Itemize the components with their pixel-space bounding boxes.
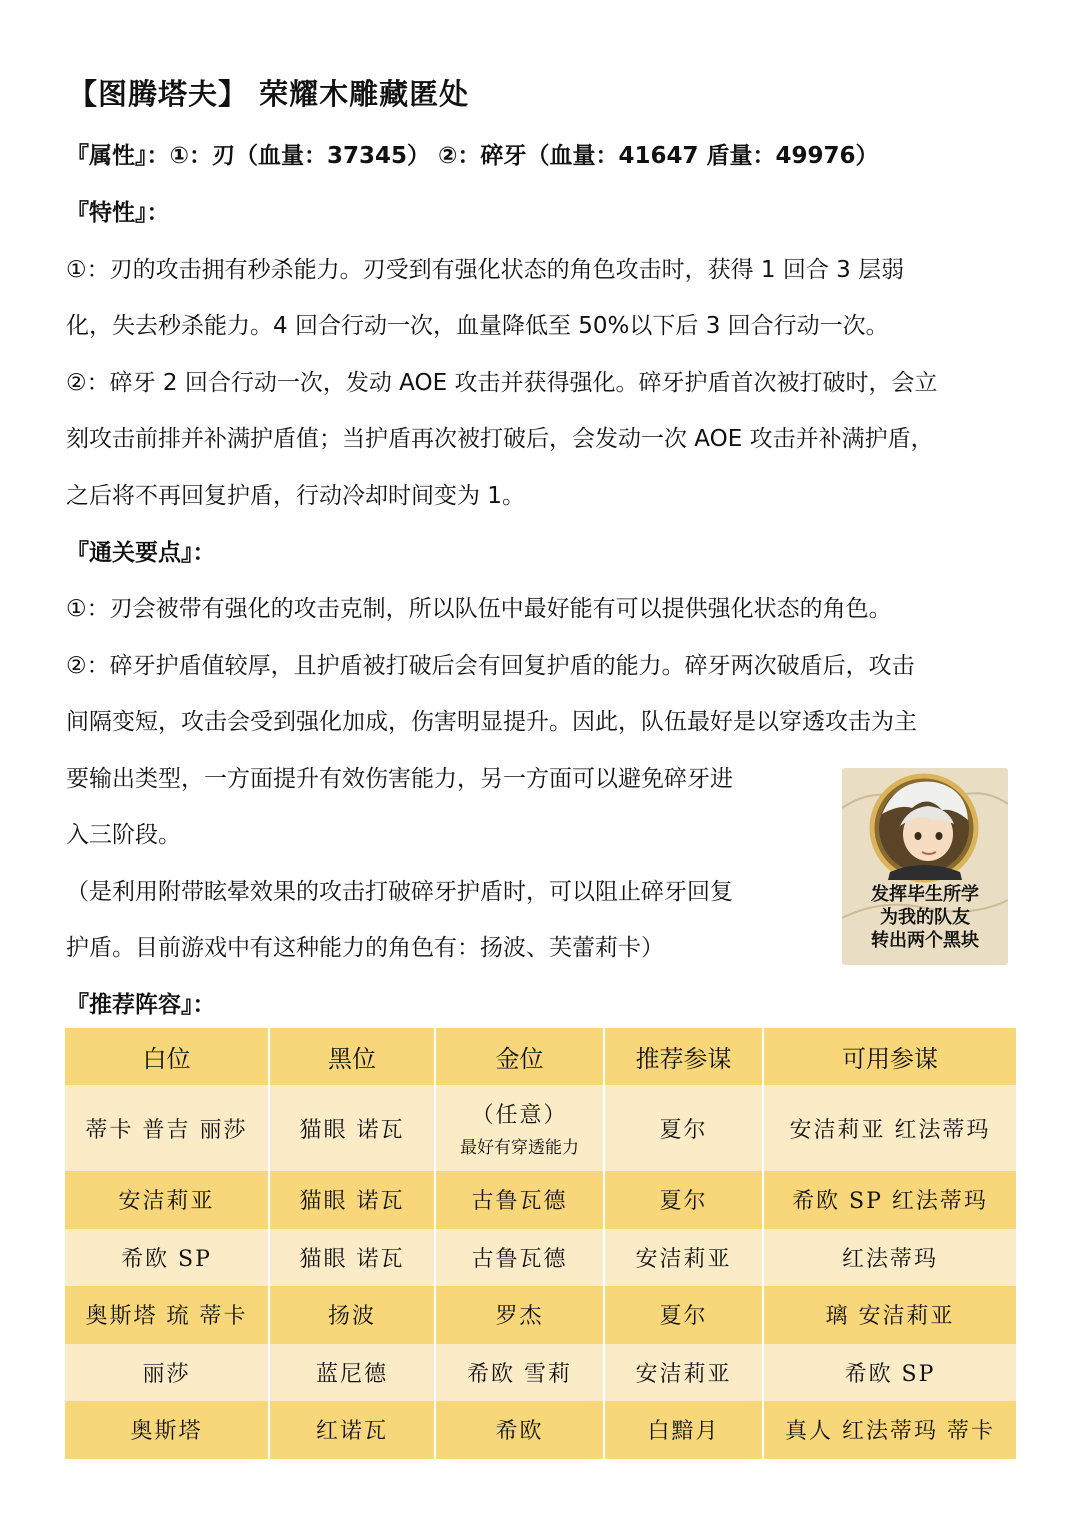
cell-main-text: （任意） [471,1103,568,1128]
portrait-caption-line: 转出两个黑块 [871,930,979,951]
table-cell: 奥斯塔 琉 蒂卡 [65,1286,269,1344]
table-cell [435,1085,604,1171]
cell-note: 最好有穿透能力 [460,1138,579,1158]
tips-line: 入三阶段。 [66,822,181,848]
traits-line: ①：刃的攻击拥有秒杀能力。刃受到有强化状态的角色攻击时，获得 1 回合 3 层弱 [66,257,905,283]
table-cell: 蓝尼德 [269,1344,435,1402]
character-portrait [842,768,1008,965]
tips-line: （是利用附带眩晕效果的攻击打破碎牙护盾时，可以阻止碎牙回复 [66,879,733,905]
header-gold-slot: 金位 [435,1028,604,1085]
table-cell: 希欧 [435,1401,604,1459]
table-cell: 丽莎 [65,1344,269,1402]
table-header-row [65,1028,1016,1085]
traits-line: ②：碎牙 2 回合行动一次，发动 AOE 攻击并获得强化。碎牙护盾首次被打破时，会立 [66,370,938,396]
table-cell: 希欧 SP [65,1229,269,1287]
table-cell: 夏尔 [604,1286,763,1344]
header-white-slot: 白位 [65,1028,269,1085]
table-cell: 安洁莉亚 [604,1344,763,1402]
tips-line: 护盾。目前游戏中有这种能力的角色有：扬波、芙蕾莉卡） [66,935,664,961]
table-cell: 红诺瓦 [269,1401,435,1459]
traits-line: 化，失去秒杀能力。4 回合行动一次，血量降低至 50%以下后 3 回合行动一次。 [66,313,889,339]
table-cell: 古鲁瓦德 [435,1171,604,1229]
table-row [65,1171,1016,1229]
table-cell: 蒂卡 普吉 丽莎 [65,1085,269,1171]
table-cell: 希欧 雪莉 [435,1344,604,1402]
table-cell: 夏尔 [604,1171,763,1229]
header-available-advisor: 可用参谋 [763,1028,1016,1085]
table-row [65,1401,1016,1459]
table-cell: 希欧 SP 红法蒂玛 [763,1171,1016,1229]
table-cell: 猫眼 诺瓦 [269,1229,435,1287]
table-cell: 璃 安洁莉亚 [763,1286,1016,1344]
table-cell: 夏尔 [604,1085,763,1171]
table-cell: 猫眼 诺瓦 [269,1085,435,1171]
table-row [65,1229,1016,1287]
lineup-table [65,1028,1016,1459]
table-row [65,1344,1016,1402]
table-cell: 猫眼 诺瓦 [269,1171,435,1229]
table-cell: 真人 红法蒂玛 蒂卡 [763,1401,1016,1459]
page-title: 【图腾塔夫】 荣耀木雕藏匿处 [68,77,470,111]
table-cell: 安洁莉亚 红法蒂玛 [763,1085,1016,1171]
traits-line: 刻攻击前排并补满护盾值；当护盾再次被打破后，会发动一次 AOE 攻击并补满护盾， [66,426,934,452]
table-row [65,1085,1016,1171]
table-cell: 白黯月 [604,1401,763,1459]
tips-line: 要输出类型，一方面提升有效伤害能力，另一方面可以避免碎牙进 [66,766,733,792]
table-cell: 希欧 SP [763,1344,1016,1402]
tips-line: ②：碎牙护盾值较厚，且护盾被打破后会有回复护盾的能力。碎牙两次破盾后，攻击 [66,653,915,679]
traits-heading: 『特性』： [66,200,170,226]
table-cell: 罗杰 [435,1286,604,1344]
traits-line: 之后将不再回复护盾，行动冷却时间变为 1。 [66,483,525,509]
header-recommended-advisor: 推荐参谋 [604,1028,763,1085]
table-cell: 安洁莉亚 [604,1229,763,1287]
table-cell: 古鲁瓦德 [435,1229,604,1287]
table-cell: 奥斯塔 [65,1401,269,1459]
attributes-line: 『属性』：①：刃（血量：37345） ②：碎牙（血量：41647 盾量：49976） [66,143,879,169]
tips-heading: 『通关要点』： [66,540,216,566]
portrait-caption-line: 为我的队友 [880,907,970,928]
table-cell: 扬波 [269,1286,435,1344]
table-cell: 红法蒂玛 [763,1229,1016,1287]
table-row [65,1286,1016,1344]
lineup-heading: 『推荐阵容』： [66,992,216,1018]
portrait-caption-line: 发挥毕生所学 [871,884,979,905]
tips-line: 间隔变短，攻击会受到强化加成，伤害明显提升。因此，队伍最好是以穿透攻击为主 [66,709,917,735]
table-cell: 安洁莉亚 [65,1171,269,1229]
header-black-slot: 黑位 [269,1028,435,1085]
tips-line: ①：刃会被带有强化的攻击克制，所以队伍中最好能有可以提供强化状态的角色。 [66,596,892,622]
